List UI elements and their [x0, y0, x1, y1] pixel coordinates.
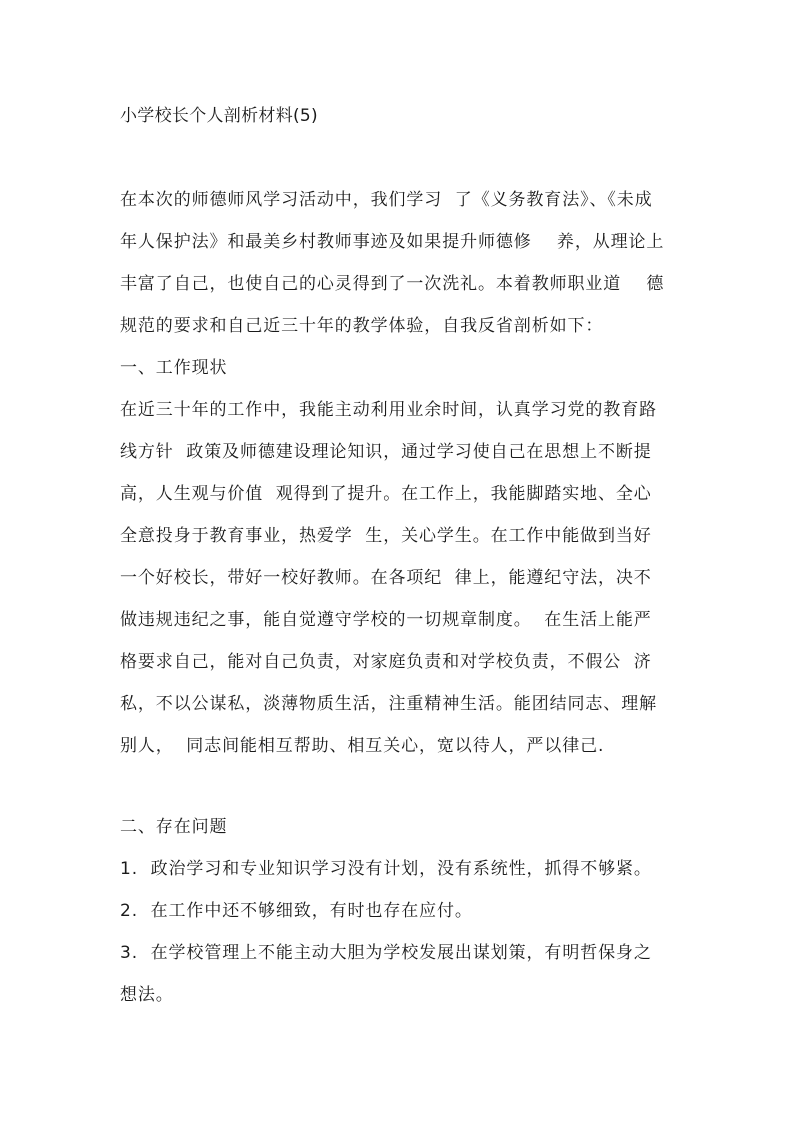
paragraph-line: 格要求自己，能对自己负责，对家庭负责和对学校负责，不假公 济: [120, 652, 652, 672]
section-heading-existing-problems: 二、存在问题: [120, 817, 228, 837]
paragraph-line: 一个好校长，带好一校好教师。在各项纪 律上，能遵纪守法，决不: [120, 568, 652, 588]
paragraph-line: 别人， 同志间能相互帮助、相互关心，宽以待人，严以律己.: [120, 736, 605, 756]
paragraph-line: 在近三十年的工作中，我能主动利用业余时间，认真学习党的教育路: [120, 400, 657, 420]
paragraph-line: 年人保护法》和最美乡村教师事迹及如果提升师德修 养，从理论上: [120, 232, 665, 252]
paragraph-line: 私，不以公谋私，淡薄物质生活，注重精神生活。能团结同志、理解: [120, 694, 657, 714]
paragraph-line: 丰富了自己，也使自己的心灵得到了一次洗礼。本着教师职业道 德: [120, 274, 665, 294]
document-title: 小学校长个人剖析材料(5): [120, 106, 318, 126]
problem-item-3: 3. 在学校管理上不能主动大胆为学校发展出谋划策，有明哲保身之: [120, 943, 652, 963]
section-heading-current-status: 一、工作现状: [120, 358, 228, 378]
paragraph-line: 线方针 政策及师德建设理论知识，通过学习使自己在思想上不断提: [120, 442, 652, 462]
paragraph-line: 在本次的师德师风学习活动中，我们学习 了《义务教育法》、《未成: [120, 190, 653, 210]
problem-item-1: 1. 政治学习和专业知识学习没有计划，没有系统性，抓得不够紧。: [120, 859, 652, 879]
paragraph-line: 全意投身于教育事业，热爱学 生，关心学生。在工作中能做到当好: [120, 526, 652, 546]
problem-item-2: 2. 在工作中还不够细致，有时也存在应付。: [120, 901, 473, 921]
paragraph-line: 做违规违纪之事，能自觉遵守学校的一切规章制度。 在生活上能严: [120, 610, 652, 630]
paragraph-line: 高，人生观与价值 观得到了提升。在工作上，我能脚踏实地、全心: [120, 484, 652, 504]
problem-item-3-continued: 想法。: [120, 985, 174, 1005]
paragraph-line: 规范的要求和自己近三十年的教学体验，自我反省剖析如下：: [120, 316, 604, 336]
